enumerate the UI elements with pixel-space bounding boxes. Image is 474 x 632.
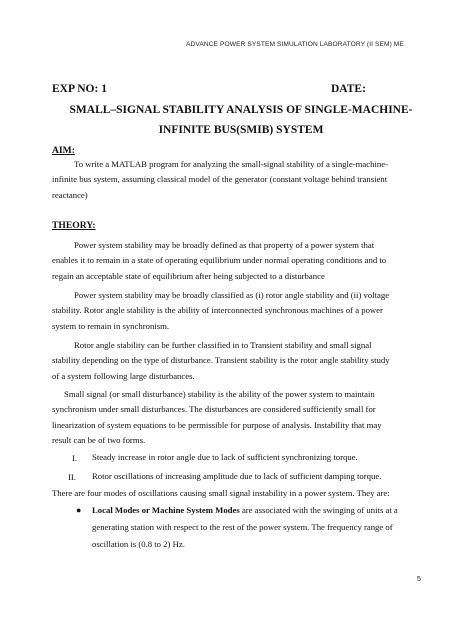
text-line: result can be of two forms. [52,434,146,445]
bullet-dot-icon: ● [76,505,82,515]
text-line: stability depending on the type of disturbance. Transient stability is the rotor angle stability study [52,355,390,366]
text-line: enables it to remain in a state of operating equilibrium under normal operating conditions and to [52,255,387,266]
aim-line: infinite bus system, assuming classical model of the generator (constant voltage behind transient [52,174,388,185]
experiment-title-line-2: INFINITE BUS(SMIB) SYSTEM [158,124,324,136]
bullet-line-1 [92,503,398,518]
form-text: Rotor oscillations of increasing amplitude due to lack of sufficient damping torque. [92,471,382,481]
running-header: ADVANCE POWER SYSTEM SIMULATION LABORATORY (II SEM) ME [186,41,404,48]
bullet-line-3: oscillation is (0.8 to 2) Hz. [92,539,185,549]
aim-line: To write a MATLAB program for analyzing the small-signal stability of a single-machine- [74,159,388,169]
theory-paragraph-2 [52,288,423,334]
theory-paragraph-3 [52,338,423,384]
text-line: stability. Rotor angle stability is the ability of interconnected synchronous machines of a power [52,305,383,316]
text-line: system to remain in synchronism. [52,320,170,331]
bullet-bold-term: Local Modes or Machine System Modes [92,505,240,515]
experiment-number: EXP NO: 1 [52,83,107,95]
aim-line: reactance) [52,189,88,200]
aim-paragraph [52,157,423,203]
page-number: 5 [417,576,421,583]
text-line: Rotor angle stability can be further classified in to Transient stability and small signal [74,340,372,350]
experiment-title-line-1: SMALL–SIGNAL STABILITY ANALYSIS OF SINGLE-MACHINE- [69,104,413,116]
bullet-text: are associated with the swinging of units at a [239,505,398,515]
text-line: regain an acceptable state of equilibrium after being subjected to a disturbance [52,270,325,281]
text-line: Power system stability may be broadly defined as that property of a power system that [74,240,375,250]
aim-heading: AIM: [52,145,75,156]
theory-paragraph-1 [52,238,423,284]
form-number: II. [68,472,76,482]
text-line: Power system stability may be broadly classified as (i) rotor angle stability and (ii) voltage [74,290,390,300]
text-line: linearization of system equations to be permissible for purpose of analysis. Instability that may [52,419,382,430]
text-line: Small signal (or small disturbance) stability is the ability of the power system to maintain [64,389,375,399]
form-number: I. [72,453,78,463]
theory-heading: THEORY: [52,220,96,231]
bullet-line-2: generating station with respect to the rest of the power system. The frequency range of [92,522,393,532]
text-line: of a system following large disturbances. [52,370,195,381]
form-text: Steady increase in rotor angle due to lack of sufficient synchronizing torque. [92,452,358,462]
date-label: DATE: [331,83,366,95]
modes-intro: There are four modes of oscillations causing small signal instability in a power system. They are: [52,488,390,498]
text-line: synchronism under small disturbances. The disturbances are considered sufficiently small for [52,404,376,415]
theory-paragraph-4 [52,387,423,448]
